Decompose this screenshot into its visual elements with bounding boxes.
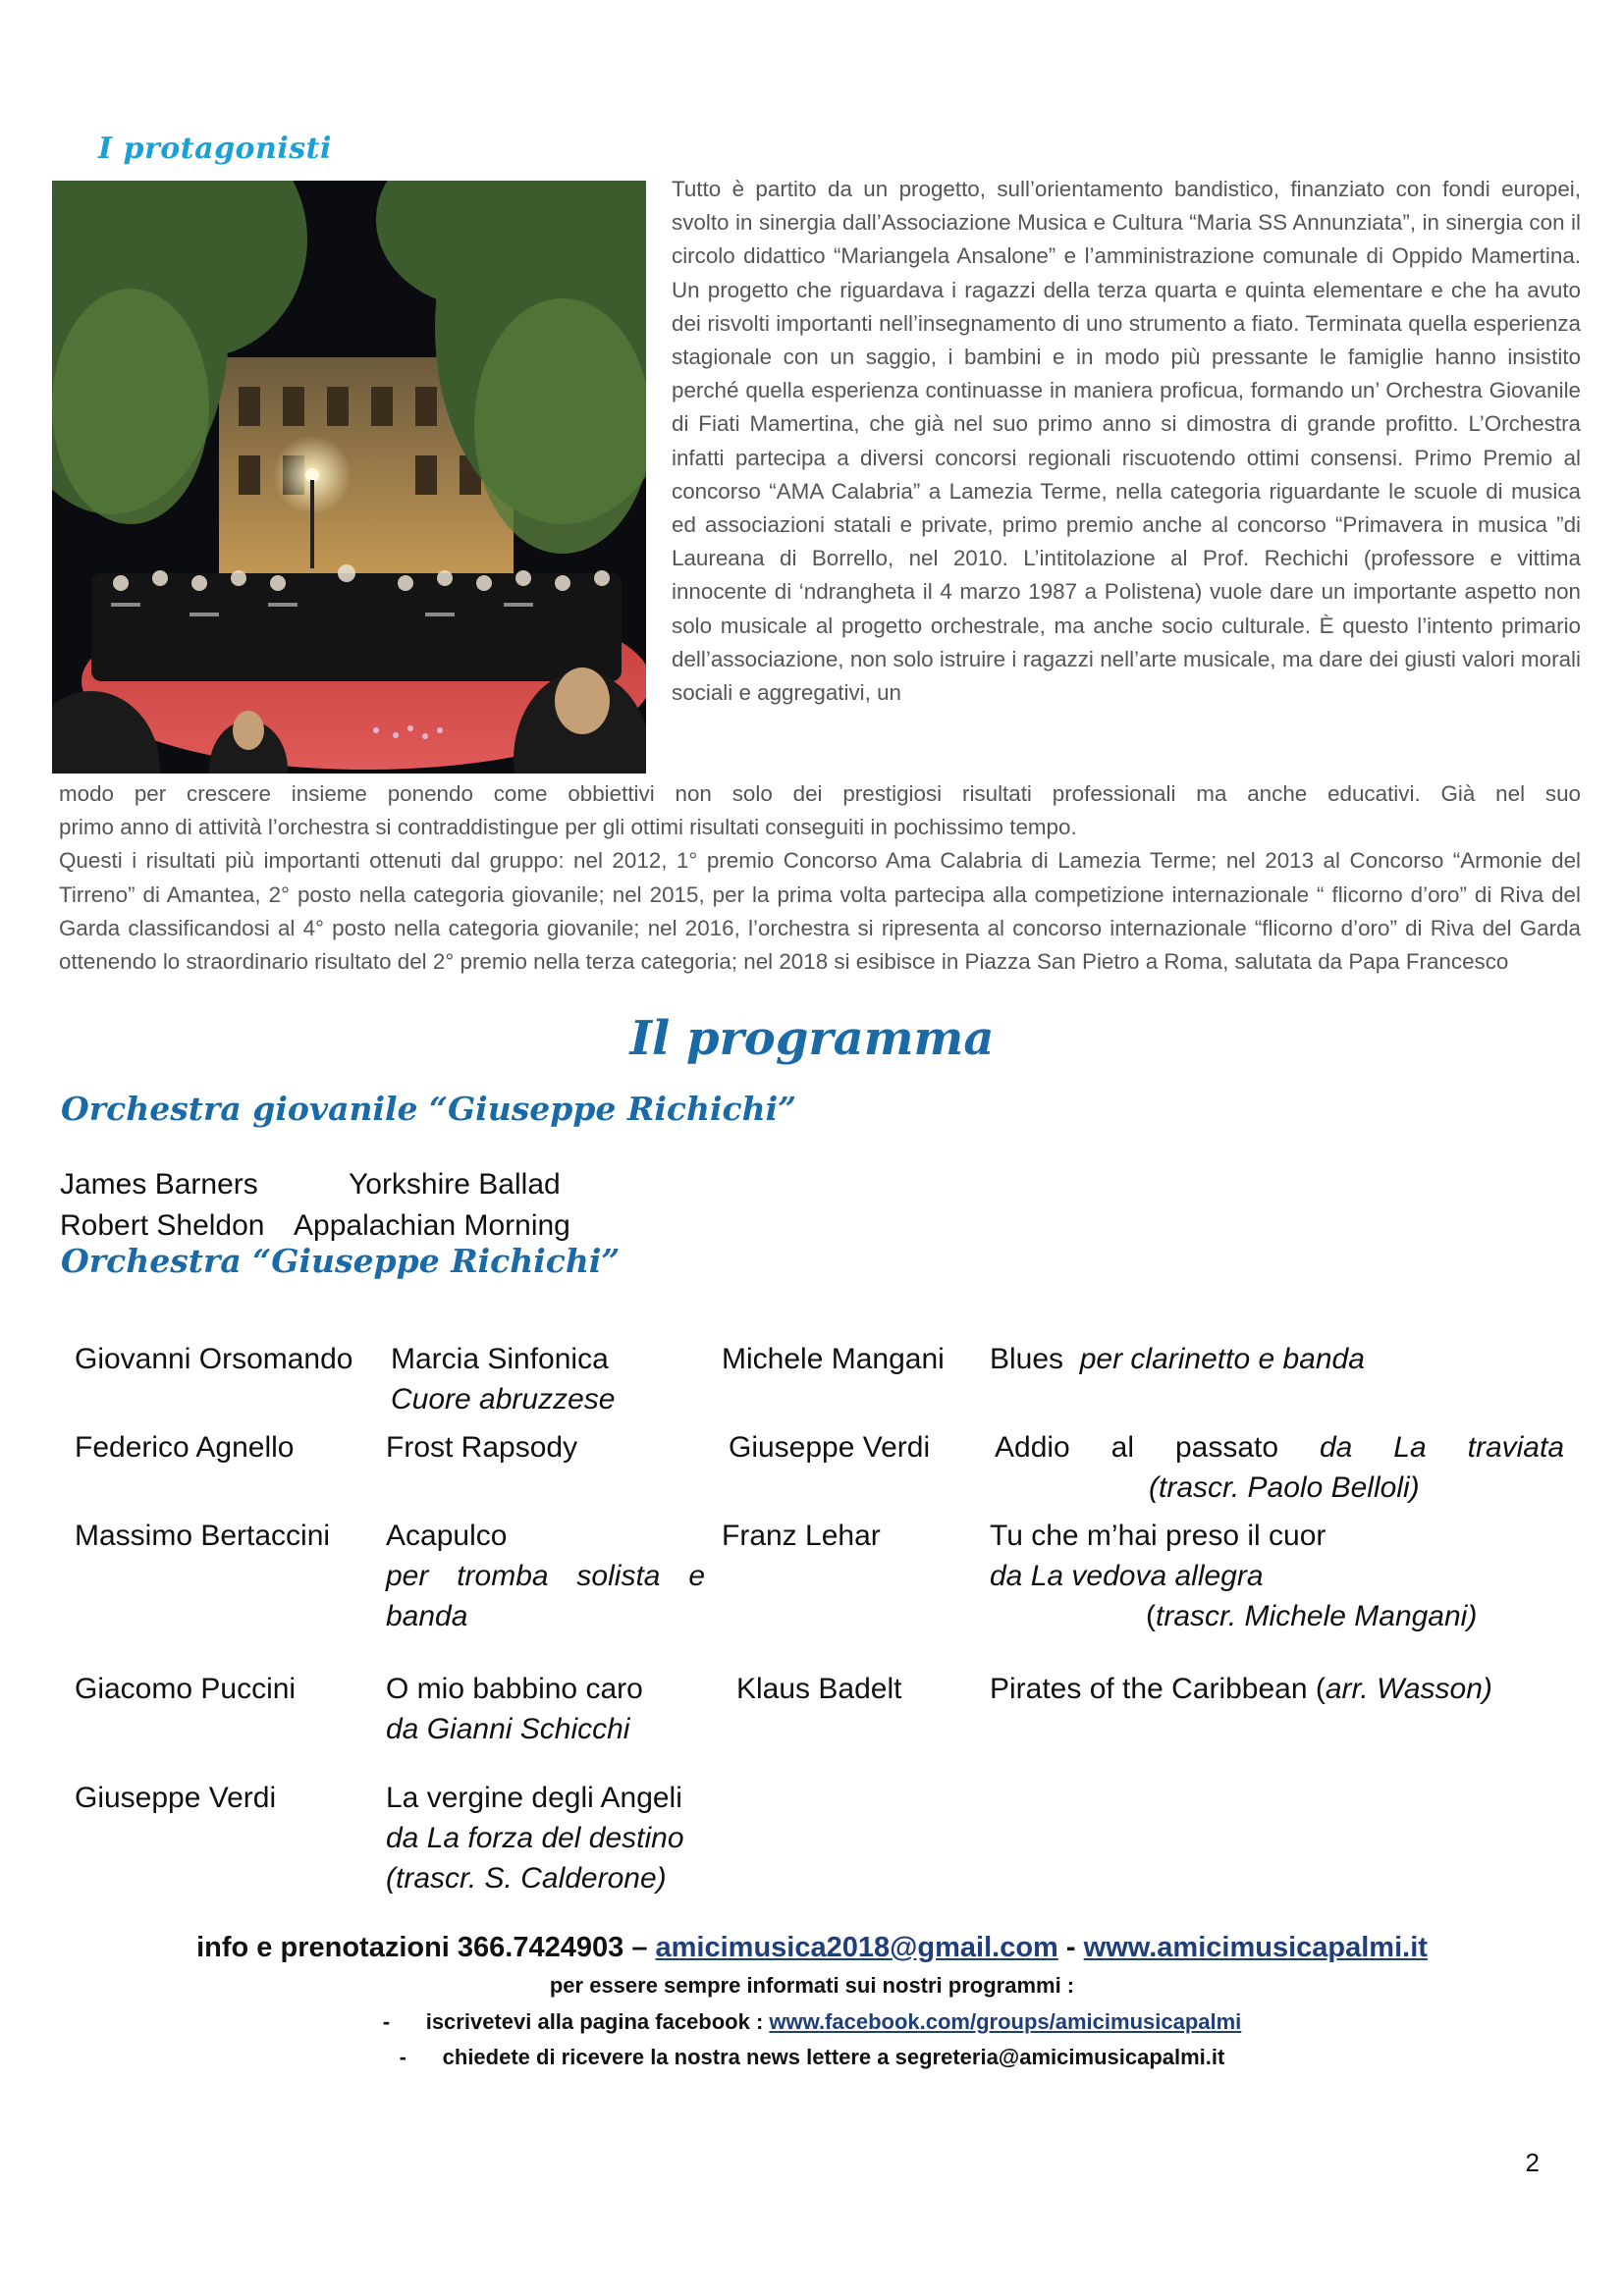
info-line bbox=[0, 1932, 1624, 1964]
work-note: Cuore abruzzese bbox=[391, 1383, 616, 1415]
composer: Giacomo Puccini bbox=[75, 1673, 297, 1705]
separator: - bbox=[1065, 1932, 1076, 1963]
work bbox=[995, 1427, 1564, 1468]
work: Tu che m’hai preso il cuor bbox=[990, 1520, 1326, 1552]
facebook-link[interactable]: www.facebook.com/groups/amicimusicapalmi bbox=[769, 2009, 1242, 2034]
work: La vergine degli Angeli bbox=[386, 1782, 682, 1814]
composer: Klaus Badelt bbox=[736, 1673, 902, 1705]
composer: Federico Agnello bbox=[75, 1431, 295, 1464]
results-paragraph: Questi i risultati più importanti ottenuti dal gruppo: nel 2012, 1° premio Concorso Ama Calabria di Lamezia Terme; nel 2013 al Concorso “Armonie del Tirreno” di Amantea, 2° posto nella categoria giovanile; nel 2015, per la prima volta partecipa alla competizione internazionale “ flicorno d’oro” di Riva del Garda classificandosi al 4° posto nella categoria giovanile; nel 2016, l’orchestra si ripresenta al concorso internazionale “flicorno d’oro” di Riva del Garda ottenendo lo straordinario risultato del 2° premio nella terza categoria; nel 2018 si esibisce in Piazza San Pietro a Roma, salutata da Papa Francesco bbox=[59, 848, 1581, 975]
composer: Giuseppe Verdi bbox=[729, 1431, 931, 1464]
work-title: Blues bbox=[990, 1343, 1064, 1375]
work bbox=[990, 1339, 1365, 1379]
work-note-text: trascr. Michele Mangani) bbox=[1156, 1600, 1478, 1632]
newsletter-text: chiedete di ricevere la nostra news lettere a segreteria@amicimusicapalmi.it bbox=[442, 2045, 1225, 2069]
article-line: primo anno di attività l’orchestra si contraddistingue per gli ottimi risultati conseguiti in pochissimo tempo. bbox=[59, 815, 1077, 840]
work: O mio babbino caro bbox=[386, 1673, 643, 1705]
info-prefix: info e prenotazioni 366.7424903 – bbox=[196, 1932, 648, 1963]
article-wrap-text bbox=[672, 173, 1581, 710]
composer: Michele Mangani bbox=[722, 1343, 945, 1375]
work: Frost Rapsody bbox=[386, 1431, 578, 1464]
info-subtitle: per essere sempre informati sui nostri programmi : bbox=[549, 1973, 1075, 1998]
page-number: 2 bbox=[1525, 2148, 1540, 2177]
work-note: (trascr. Paolo Belloli) bbox=[1149, 1471, 1420, 1504]
youth-composer: Robert Sheldon bbox=[60, 1209, 265, 1242]
paren: ( bbox=[1146, 1600, 1156, 1632]
work: Acapulco bbox=[386, 1520, 508, 1552]
main-orchestra-title: Orchestra “Giuseppe Richichi” bbox=[61, 1242, 621, 1280]
email-link[interactable]: amicimusica2018@gmail.com bbox=[655, 1932, 1058, 1963]
work-note: per clarinetto e banda bbox=[1079, 1343, 1365, 1375]
article-line: modo per crescere insieme ponendo come obbiettivi non solo dei prestigiosi risultati professionali ma anche educativi. Già nel suo bbox=[59, 781, 1581, 806]
work-note: da Gianni Schicchi bbox=[386, 1713, 630, 1745]
orchestra-photo bbox=[52, 181, 646, 774]
work-note bbox=[1146, 1596, 1477, 1636]
section-title: I protagonisti bbox=[98, 132, 332, 166]
work-title: Pirates of the Caribbean ( bbox=[990, 1673, 1326, 1705]
newsletter-line bbox=[0, 2045, 1624, 2070]
orchestra-photo-image bbox=[52, 181, 646, 774]
article-paragraph: Tutto è partito da un progetto, sull’orientamento bandistico, finanziato con fondi europei, svolto in sinergia dall’Associazione Musica e Cultura “Maria SS Annunziata”, in sinergia con il circolo didattico “Mariangela Ansalone” e l’amministrazione comunale di Oppido Mamertina. Un progetto che riguardava i ragazzi della terza quarta e quinta elementare e che ha avuto dei risvolti importanti nell’insegnamento di uno strumento a fiato. Terminata quella esperienza stagionale con un saggio, i bambini e in modo più pressante le famiglie hanno insistito perché quella esperienza continuasse in maniera proficua, formando un’ Orchestra Giovanile di Fiati Mamertina, che già nel suo primo anno si dimostra di grande profitto. L’Orchestra infatti partecipa a diversi concorsi regionali riscuotendo ottimi consensi. Primo Premio al concorso “AMA Calabria” a Lamezia Terme, nella categoria riguardante le scuole di musica ed associazioni statali e private, primo premio anche al concorso “Primavera in musica ”di Laureana di Borrello, nel 2010. L’intitolazione al Prof. Rechichi (professore e vittima innocente di ‘ndrangheta il 4 marzo 1987 a Polistena) vuole dare un importante aspetto non solo musicale al progetto orchestrale, ma anche socio culturale. È questo l’intento primario dell’associazione, non solo istruire i ragazzi nell’arte musicale, ma dare dei giusti valori morali sociali e aggregativi, un bbox=[672, 177, 1581, 706]
composer: Franz Lehar bbox=[722, 1520, 881, 1552]
work: Marcia Sinfonica bbox=[391, 1343, 609, 1375]
facebook-prefix: iscrivetevi alla pagina facebook : bbox=[425, 2009, 764, 2034]
composer: Giovanni Orsomando bbox=[75, 1343, 353, 1375]
bullet: - bbox=[382, 2009, 391, 2034]
work-note: da La forza del destino bbox=[386, 1822, 684, 1854]
work-note: (trascr. S. Calderone) bbox=[386, 1862, 667, 1895]
facebook-line bbox=[0, 2009, 1624, 2035]
work-title: Addio al passato bbox=[995, 1431, 1279, 1464]
work bbox=[990, 1669, 1492, 1709]
work-note: per tromba solista e banda bbox=[386, 1560, 705, 1632]
programma-title: Il programma bbox=[629, 1011, 995, 1066]
work-note: arr. Wasson) bbox=[1325, 1673, 1492, 1705]
article-full-text bbox=[59, 777, 1581, 979]
youth-composer: James Barners bbox=[60, 1168, 258, 1201]
bullet: - bbox=[399, 2045, 406, 2069]
youth-work: Yorkshire Ballad bbox=[349, 1168, 561, 1201]
composer: Giuseppe Verdi bbox=[75, 1782, 277, 1814]
composer: Massimo Bertaccini bbox=[75, 1520, 331, 1552]
work-note: da La traviata bbox=[1320, 1431, 1564, 1464]
youth-work: Appalachian Morning bbox=[294, 1209, 570, 1242]
work-note: da La vedova allegra bbox=[990, 1560, 1264, 1592]
website-link[interactable]: www.amicimusicapalmi.it bbox=[1083, 1932, 1428, 1963]
youth-orchestra-title: Orchestra giovanile “Giuseppe Richichi” bbox=[61, 1090, 797, 1128]
